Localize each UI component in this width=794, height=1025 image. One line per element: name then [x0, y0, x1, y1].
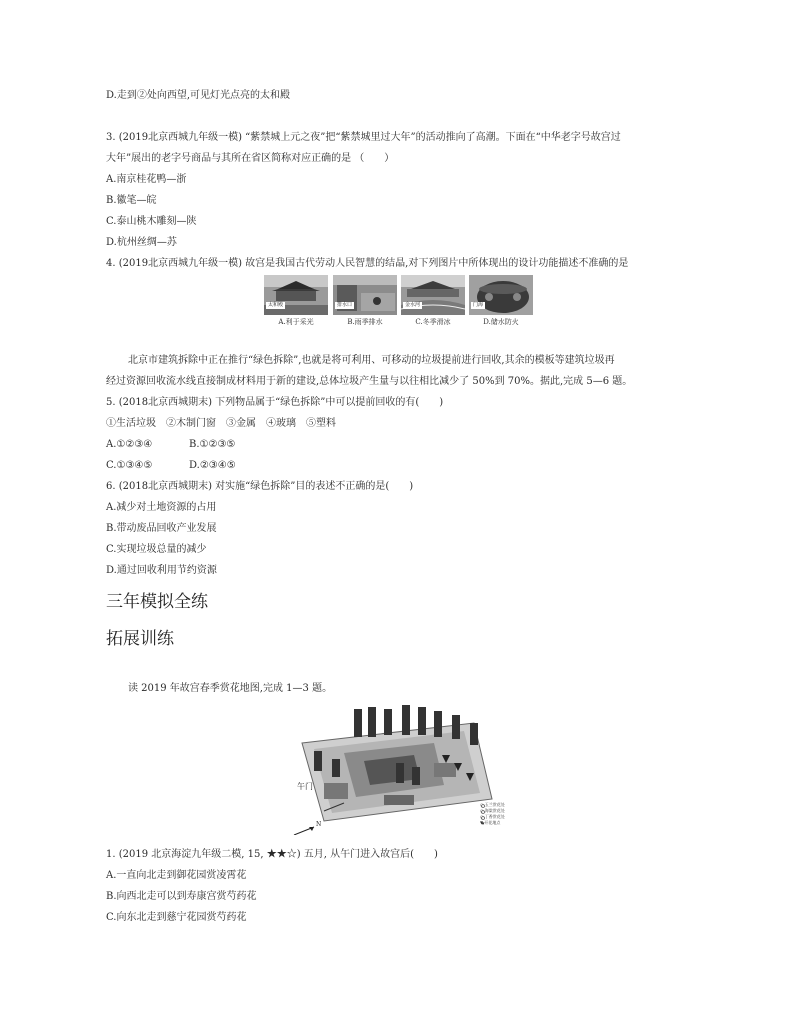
q6-option-a: A.减少对土地资源的占用 [106, 502, 217, 513]
q3-option-b: B.徽笔—皖 [106, 195, 157, 206]
photo-d-tag: 门海 [473, 302, 484, 308]
photo-a-caption: A.利于采光 [278, 318, 314, 326]
q1-stem: 1. (2019 北京海淀九年级二模, 15, ★★☆) 五月, 从午门进入故宫后( ) [106, 849, 438, 860]
photo-b-image [333, 275, 397, 315]
q3-option-a: A.南京桂花鸭—浙 [106, 174, 187, 185]
q6-option-d: D.通过回收利用节约资源 [106, 565, 217, 576]
q5-stem: 5. (2018北京西城期末) 下列物品属于“绿色拆除”中可以提前回收的有( ) [106, 397, 444, 408]
flower-map [284, 703, 514, 835]
photo-c-tag: 金水河 [405, 302, 421, 308]
map-intro: 读 2019 年故宫春季赏花地图,完成 1—3 题。 [128, 683, 333, 694]
map-legend-3: ○ 丁香赏花处 [480, 814, 505, 819]
q6-stem: 6. (2018北京西城期末) 对实施“绿色拆除”目的表述不正确的是( ) [106, 481, 414, 492]
section-heading-2: 拓展训练 [106, 629, 174, 649]
photo-c-image [401, 275, 465, 315]
photo-a-image [264, 275, 328, 315]
photo-d-caption: D.储水防火 [483, 318, 519, 326]
q6-option-b: B.带动废品回收产业发展 [106, 523, 217, 534]
q3-option-d: D.杭州丝绸—苏 [106, 237, 177, 248]
section-heading-1: 三年模拟全练 [106, 592, 208, 612]
photo-c [401, 275, 465, 331]
photo-b [333, 275, 397, 331]
q5-option-b: B.①②③⑤ [189, 439, 236, 450]
q5-option-d: D.②③④⑤ [189, 460, 236, 471]
photo-b-caption: B.雨季排水 [347, 318, 383, 326]
map-legend-4: ▼ 开花地点 [480, 820, 501, 825]
q4-stem: 4. (2019北京西城九年级一模) 故宫是我国古代劳动人民智慧的结晶,对下列图片中所体现出的设计功能描述不准确的是 [106, 258, 629, 269]
q3-stem-line1: 3. (2019北京西城九年级一模) “紫禁城上元之夜”把“紫禁城里过大年”的活动推向了高潮。下面在“中华老字号故宫过 [106, 132, 621, 143]
q1-option-a: A.一直向北走到御花园赏凌霄花 [106, 870, 247, 881]
map-gate-label: 午门 [297, 782, 313, 791]
q6-option-c: C.实现垃圾总量的减少 [106, 544, 207, 555]
q5-option-a: A.①②③④ [106, 439, 153, 450]
photo-d-image [469, 275, 533, 315]
map-legend-2: ○ 海棠赏花处 [480, 808, 505, 813]
photo-c-caption: C.冬季滑冰 [415, 318, 451, 326]
q2-option-d: D.走到②处向西望,可见灯光点亮的太和殿 [106, 90, 291, 101]
photo-a [264, 275, 328, 331]
map-legend-1: ○ 玉兰赏花处 [480, 802, 505, 807]
q1-option-b: B.向西北走可以到寿康宫赏芍药花 [106, 891, 257, 902]
map-north-label: N [316, 821, 322, 828]
q3-stem-line2: 大年”展出的老字号商品与其所在省区简称对应正确的是 （ ） [106, 153, 395, 164]
q3-option-c: C.泰山桃木雕刻—陕 [106, 216, 197, 227]
photo-a-tag: 太和殿 [268, 302, 284, 308]
q5-option-c: C.①③④⑤ [106, 460, 153, 471]
q5-items: ①生活垃圾 ②木制门窗 ③金属 ④玻璃 ⑤塑料 [106, 418, 336, 429]
q1-option-c: C.向东北走到慈宁花园赏芍药花 [106, 912, 247, 923]
photo-b-tag: 排水口 [337, 302, 353, 308]
passage-line1: 北京市建筑拆除中正在推行“绿色拆除”,也就是将可利用、可移动的垃圾提前进行回收,其余的模板等建筑垃圾再 [128, 355, 615, 366]
passage-line2: 经过资源回收流水线直接制成材料用于新的建设,总体垃圾产生量与以往相比减少了 50%到 70%。据此,完成 5—6 题。 [106, 376, 633, 387]
photo-d [469, 275, 533, 331]
